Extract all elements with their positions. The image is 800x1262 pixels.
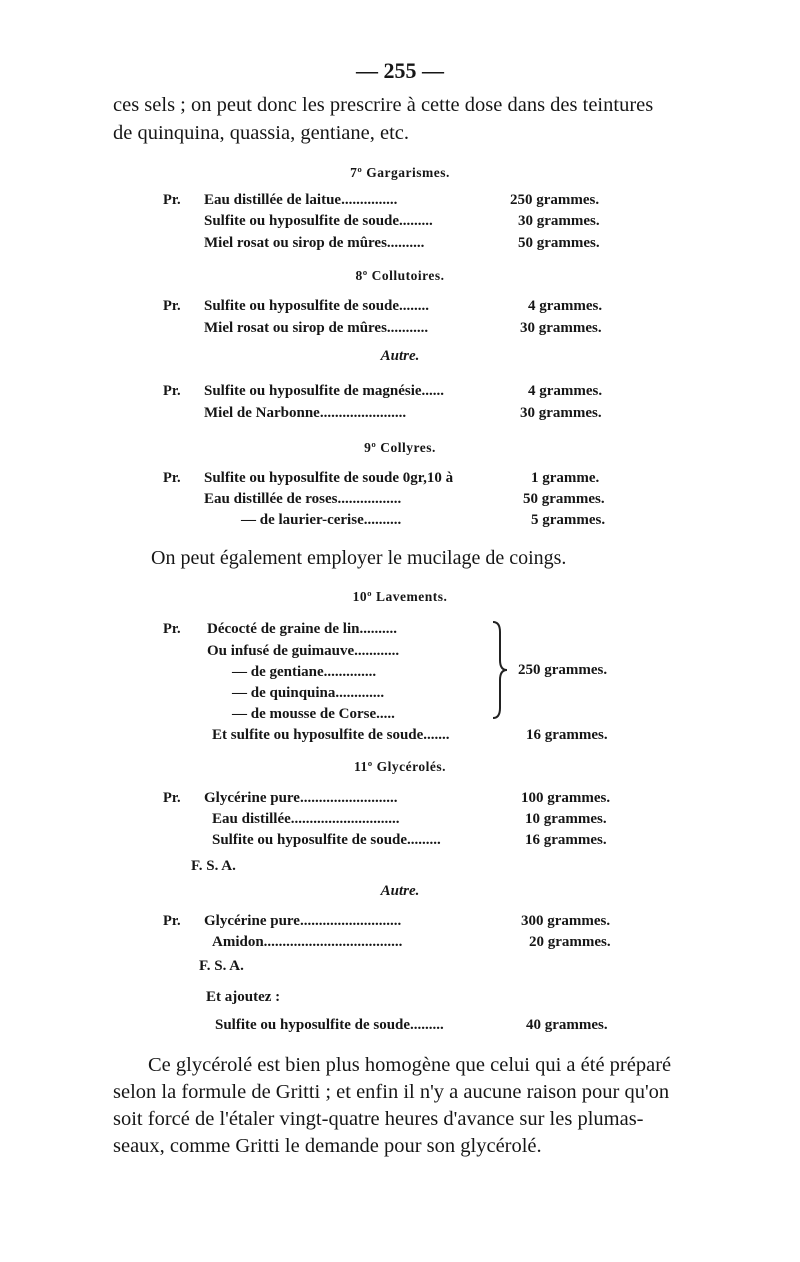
ingredient: — de quinquina............. <box>232 685 385 701</box>
closing-line-4: seaux, comme Gritti le demande pour son glycérolé. <box>113 1135 542 1157</box>
ingredient: Sulfite ou hyposulfite de soude......... <box>212 832 441 848</box>
closing-line-3: soit forcé de l'étaler vingt-quatre heures d'avance sur les plumas- <box>113 1108 644 1130</box>
quantity: 40 grammes. <box>526 1017 608 1033</box>
ingredient: Miel rosat ou sirop de mûres........... <box>204 320 429 336</box>
section-heading-collyres: 9º Collyres. <box>364 440 436 455</box>
section-heading-lavements: 10º Lavements. <box>352 589 448 604</box>
recipe-prefix: Pr. <box>163 470 181 486</box>
ingredient: Sulfite ou hyposulfite de magnésie...... <box>204 383 445 399</box>
ingredient: Ou infusé de guimauve............ <box>207 643 400 659</box>
ingredient: Miel rosat ou sirop de mûres.......... <box>204 235 425 251</box>
ingredient: — de mousse de Corse..... <box>232 706 395 722</box>
add-instruction: Et ajoutez : <box>206 989 281 1005</box>
ingredient: Glycérine pure.......................... <box>204 790 398 806</box>
ingredient: Décocté de graine de lin.......... <box>207 621 397 637</box>
quantity: 4 grammes. <box>528 298 603 314</box>
closing-line-1: Ce glycérolé est bien plus homogène que celui qui a été préparé <box>148 1054 672 1076</box>
closing-line-2: selon la formule de Gritti ; et enfin il n'y a aucune raison pour qu'on <box>113 1081 670 1103</box>
quantity: 1 gramme. <box>531 470 600 486</box>
recipe-prefix: Pr. <box>163 383 181 399</box>
quantity: 10 grammes. <box>525 811 607 827</box>
ingredient: Sulfite ou hyposulfite de soude........ <box>204 298 430 314</box>
quantity: 30 grammes. <box>520 320 602 336</box>
intro-line-1: ces sels ; on peut donc les prescrire à cette dose dans des teintures <box>113 94 654 116</box>
ingredient: Sulfite ou hyposulfite de soude......... <box>204 213 433 229</box>
section-heading-collutoires: 8º Collutoires. <box>355 268 445 283</box>
section-heading-gargarismes: 7º Gargarismes. <box>350 165 450 180</box>
recipe-prefix: Pr. <box>163 913 181 929</box>
ingredient: Eau distillée de laitue............... <box>204 192 398 208</box>
quantity: 4 grammes. <box>528 383 603 399</box>
quantity: 100 grammes. <box>521 790 611 806</box>
quantity: 30 grammes. <box>520 405 602 421</box>
quantity: 50 grammes. <box>518 235 600 251</box>
ingredient: Et sulfite ou hyposulfite de soude....... <box>212 727 450 743</box>
body-sentence: On peut également employer le mucilage de coings. <box>151 547 567 569</box>
quantity: 250 grammes. <box>510 192 600 208</box>
ingredient: Glycérine pure........................... <box>204 913 402 929</box>
intro-line-2: de quinquina, quassia, gentiane, etc. <box>113 122 410 144</box>
ingredient: Amidon..................................... <box>212 934 403 950</box>
ingredient: — de gentiane.............. <box>232 664 377 680</box>
quantity: 250 grammes. <box>518 662 608 678</box>
quantity: 16 grammes. <box>525 832 607 848</box>
recipe-prefix: Pr. <box>163 790 181 806</box>
ingredient: Eau distillée............................. <box>212 811 400 827</box>
quantity: 300 grammes. <box>521 913 611 929</box>
ingredient: — de laurier-cerise.......... <box>241 512 402 528</box>
ingredient: Sulfite ou hyposulfite de soude 0gr,10 à <box>204 470 454 486</box>
quantity: 30 grammes. <box>518 213 600 229</box>
fsa-label: F. S. A. <box>191 858 236 874</box>
ingredient: Sulfite ou hyposulfite de soude......... <box>215 1017 444 1033</box>
curly-brace-icon <box>490 620 510 720</box>
page-number: — 255 — <box>356 58 444 83</box>
recipe-prefix: Pr. <box>163 192 181 208</box>
ingredient: Eau distillée de roses................. <box>204 491 402 507</box>
subheading-autre: Autre. <box>380 348 420 364</box>
subheading-autre: Autre. <box>380 883 420 899</box>
recipe-prefix: Pr. <box>163 298 181 314</box>
quantity: 16 grammes. <box>526 727 608 743</box>
quantity: 20 grammes. <box>529 934 611 950</box>
recipe-prefix: Pr. <box>163 621 181 637</box>
section-heading-glycerolés: 11º Glycérolés. <box>354 759 446 774</box>
quantity: 5 grammes. <box>531 512 606 528</box>
fsa-label: F. S. A. <box>199 958 244 974</box>
quantity: 50 grammes. <box>523 491 605 507</box>
ingredient: Miel de Narbonne....................... <box>204 405 407 421</box>
